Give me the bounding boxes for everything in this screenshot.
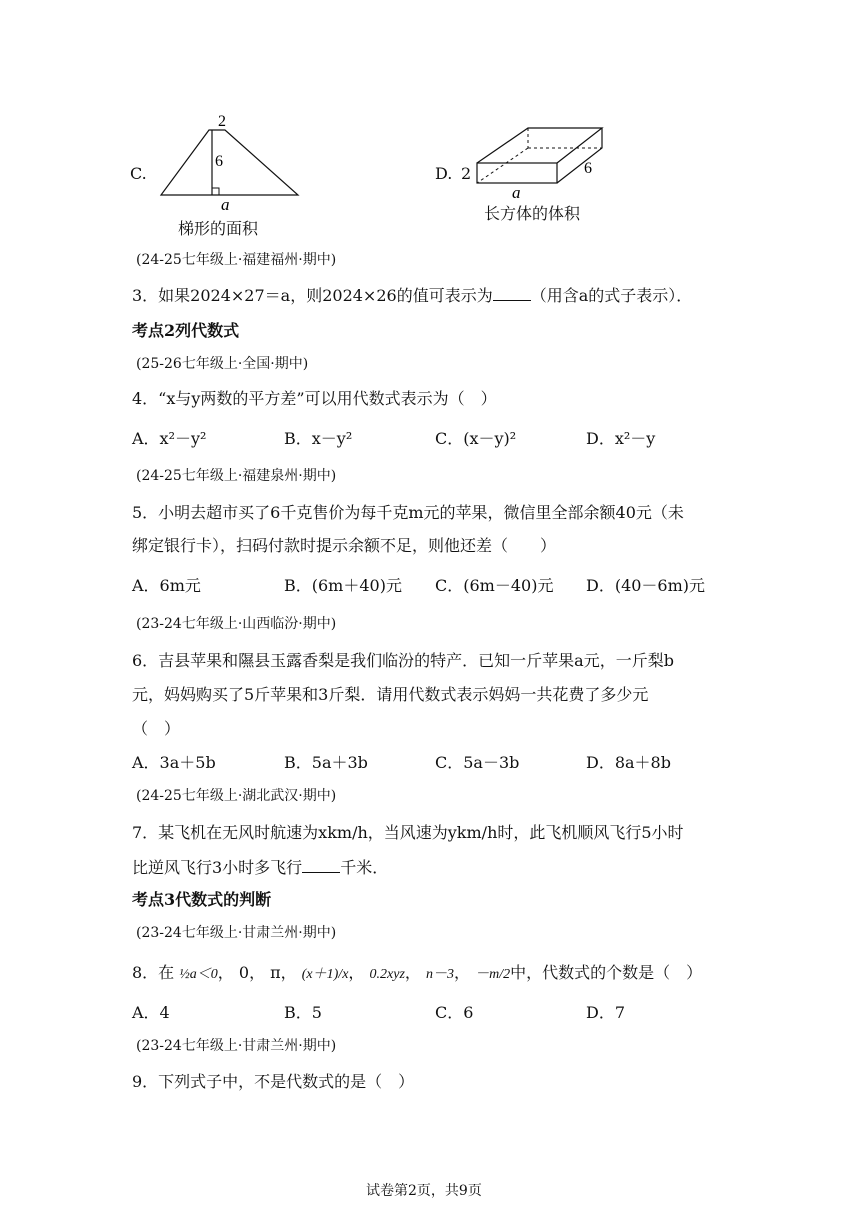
q6-option-c: C．5a－3b [435,753,520,772]
trapezoid-top-label: 2 [218,113,226,130]
cuboid-side-label: 6 [584,160,592,177]
q5-option-d: D．(40－6m)元 [586,576,706,595]
q5-text-line2: 绑定银行卡），扫码付款时提示余额不足，则他还差（ ） [132,536,557,555]
option-c-letter: C. [130,164,147,183]
q5-option-c: C．(6m－40)元 [435,576,554,595]
q3-blank [493,286,531,301]
q8-option-a: A．4 [132,1003,170,1022]
q6-option-d: D．8a＋8b [586,753,671,772]
q6-text-line3: （ ） [132,719,181,738]
page-footer: 试卷第2页，共9页 [366,1183,482,1199]
trapezoid-height-label: 6 [215,153,223,170]
q7-text-line1: 7．某飞机在无风时航速为xkm/h，当风速为ykm/h时，此飞机顺风飞行5小时 [132,823,684,842]
q5-source: (24-25七年级上·福建泉州·期中) [136,468,337,484]
q3-source: (24-25七年级上·福建福州·期中) [136,252,337,268]
section-2-heading: 考点2列代数式 [132,321,240,340]
q6-option-b: B．5a＋3b [284,753,368,772]
q7-text-line2 [132,855,388,878]
trapezoid-base-label: a [221,195,230,210]
q4-source: (25-26七年级上·全国·期中) [136,356,309,372]
cuboid-figure [470,118,620,203]
q4-option-c: C．(x－y)² [435,429,517,448]
q8-option-b: B．5 [284,1003,322,1022]
q8-term-6: n－3 [426,967,454,982]
q8-term-5: 0.2xyz [369,967,405,982]
q5-text-line1: 5．小明去超市买了6千克售价为每千克m元的苹果，微信里全部余额40元（未 [132,503,684,522]
q3-text [132,283,692,306]
q7-text-line2-after: 千米． [340,858,389,877]
q9-text: 9．下列式子中，不是代数式的是（ ） [132,1072,415,1091]
trapezoid-caption: 梯形的面积 [178,219,259,238]
q4-option-b: B．x－y² [284,429,353,448]
q7-text-line2-main: 比逆风飞行3小时多飞行 [132,858,303,877]
section-3-heading: 考点3代数式的判断 [132,890,272,909]
q4-text: 4．“x与y两数的平方差”可以用代数式表示为（ ） [132,389,497,408]
q6-text-line2: 元，妈妈购买了5斤苹果和3斤梨．请用代数式表示妈妈一共花费了多少元 [132,685,649,704]
q3-text-after: （用含a的式子表示）． [530,286,693,305]
q3-text-main: 3．如果2024×27＝a，则2024×26的值可表示为 [132,286,493,305]
q8-term-2: 0 [238,963,250,982]
q8-option-d: D．7 [586,1003,626,1022]
q8-text: 8．在 ½a＜0， 0， π， (x＋1)/x， 0.2xyz， n－3， －m/2中，代数式的个数是（ ） [132,963,703,982]
q8-source: (23-24七年级上·甘肃兰州·期中) [136,925,337,941]
trapezoid-figure [155,110,305,210]
q4-option-a: A．x²－y² [132,429,207,448]
cuboid-base-label: a [512,183,521,202]
q8-term-4: (x＋1)/x [301,967,349,982]
q6-text-line1: 6．吉县苹果和隰县玉露香梨是我们临汾的特产．已知一斤苹果a元，一斤梨b [132,651,674,670]
q7-blank [302,858,340,873]
q8-term-1: ½a＜0 [179,967,218,982]
q8-option-c: C．6 [435,1003,474,1022]
q5-option-a: A．6m元 [132,576,201,595]
q8-term-3: π [270,963,281,982]
q9-source: (23-24七年级上·甘肃兰州·期中) [136,1038,337,1054]
q8-suffix: 中，代数式的个数是（ ） [510,963,703,982]
q8-term-7: －m/2 [475,967,511,982]
q6-source: (23-24七年级上·山西临汾·期中) [136,616,337,632]
q4-option-d: D．x²－y [586,429,656,448]
q7-source: (24-25七年级上·湖北武汉·期中) [136,788,337,804]
q6-option-a: A．3a＋5b [132,753,216,772]
q5-option-b: B．(6m＋40)元 [284,576,402,595]
cuboid-left-label: 2 [461,164,472,183]
option-d-letter: D. [435,164,453,183]
q8-prefix: 8．在 [132,963,175,982]
cuboid-caption: 长方体的体积 [484,204,581,223]
